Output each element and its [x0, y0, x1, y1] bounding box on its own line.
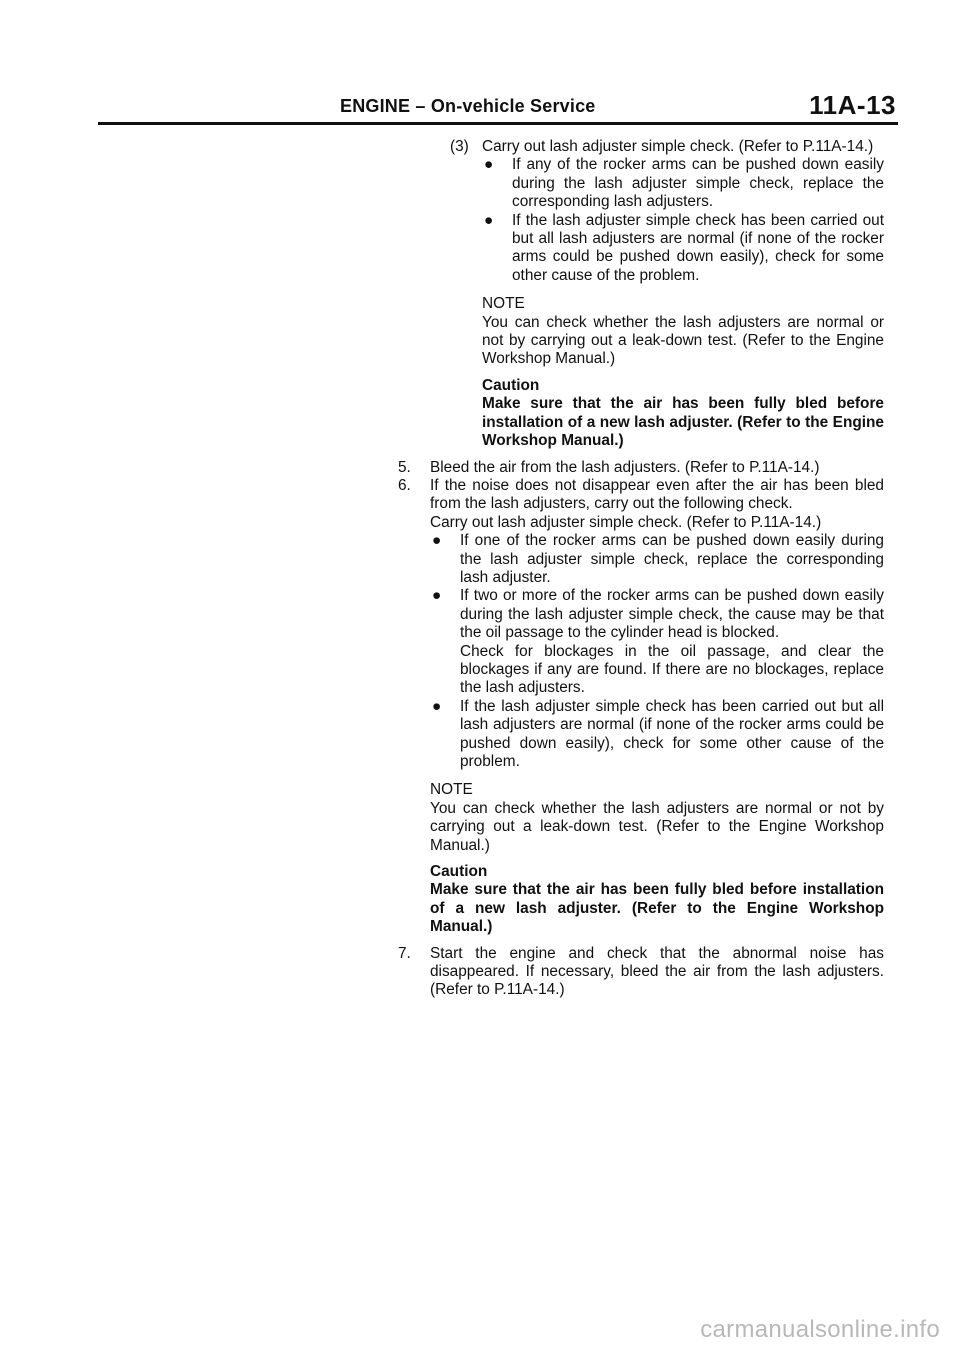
step-6-bullet-2-text: If two or more of the rocker arms can be pushed down easily during the lash adjuster simple check, the cause may be that the oil passage to the cylinder head is blocked.	[460, 587, 884, 642]
step-6-text-2: Carry out lash adjuster simple check. (Refer to P.11A-14.)	[430, 513, 822, 531]
step-5-text: Bleed the air from the lash adjusters. (Refer to P.11A-14.)	[430, 458, 820, 476]
step-3-note	[482, 295, 884, 369]
bullet-icon: ●	[432, 587, 442, 605]
step-6-bullet-1	[430, 532, 884, 587]
section-title: ENGINE – On-vehicle Service	[340, 96, 596, 116]
caution-text: Make sure that the air has been fully bled before installation of a new lash adjuster. (Refer to the Engine Workshop Manual.)	[430, 881, 884, 936]
step-3-caution	[482, 377, 884, 451]
step-7-text: Start the engine and check that the abnormal noise has disappeared. If necessary, bleed the air from the lash adjusters. (Refer to P.11A-14.)	[430, 944, 884, 999]
step-6	[398, 477, 884, 937]
step-6-bullet-3	[430, 698, 884, 772]
step-6-number: 6.	[398, 476, 411, 494]
step-5-number: 5.	[398, 458, 411, 476]
note-title: NOTE	[430, 781, 473, 799]
step-3	[450, 138, 884, 451]
step-6-bullet-1-text: If one of the rocker arms can be pushed down easily during the lash adjuster simple check, replace the corresponding lash adjuster.	[460, 532, 884, 586]
page-header	[98, 88, 898, 125]
step-3-bullet-1-text: If any of the rocker arms can be pushed down easily during the lash adjuster simple check, replace the corresponding lash adjusters.	[512, 156, 884, 211]
step-3-text: Carry out lash adjuster simple check. (Refer to P.11A-14.)	[482, 138, 874, 155]
step-7	[398, 945, 884, 1000]
page-number: 11A-13	[809, 90, 896, 120]
step-3-bullet-2-text: If the lash adjuster simple check has been carried out but all lash adjusters are normal (if none of the rocker arms could be pushed down easily), check for some other cause of the problem.	[512, 211, 884, 284]
step-6-caution	[430, 863, 884, 937]
step-6-bullet-2	[430, 587, 884, 697]
caution-text: Make sure that the air has been fully bled before installation of a new lash adjuster. (Refer to the Engine Workshop Manual.)	[482, 395, 884, 450]
step-6-note	[430, 781, 884, 855]
step-6-text: If the noise does not disappear even after the air has been bled from the lash adjusters, carry out the following check.	[430, 476, 884, 513]
bullet-icon: ●	[432, 532, 442, 550]
step-6-bullet-2-extra: Check for blockages in the oil passage, and clear the blockages if any are found. If there are no blockages, replace the lash adjusters.	[460, 642, 884, 697]
bullet-icon: ●	[432, 697, 442, 715]
note-title: NOTE	[482, 295, 525, 313]
step-3-bullet-2	[482, 212, 884, 286]
bullet-icon: ●	[484, 211, 494, 229]
step-3-number: (3)	[450, 138, 469, 155]
caution-title: Caution	[482, 376, 540, 394]
step-5	[398, 459, 884, 477]
note-text: You can check whether the lash adjusters are normal or not by carrying out a leak-down test. (Refer to the Engine Workshop Manual.)	[430, 799, 884, 854]
caution-title: Caution	[430, 863, 488, 881]
bullet-icon: ●	[484, 156, 494, 174]
step-7-number: 7.	[398, 944, 411, 962]
note-text: You can check whether the lash adjusters are normal or not by carrying out a leak-down test. (Refer to the Engine Workshop Manual.)	[482, 313, 884, 368]
step-3-bullet-1	[482, 156, 884, 211]
step-6-bullet-3-text: If the lash adjuster simple check has been carried out but all lash adjusters are normal (if none of the rocker arms could be pushed down easily), check for some other cause of the problem.	[460, 697, 884, 770]
document-body	[398, 138, 884, 1000]
watermark: carmanualsonline.info	[700, 1316, 940, 1343]
